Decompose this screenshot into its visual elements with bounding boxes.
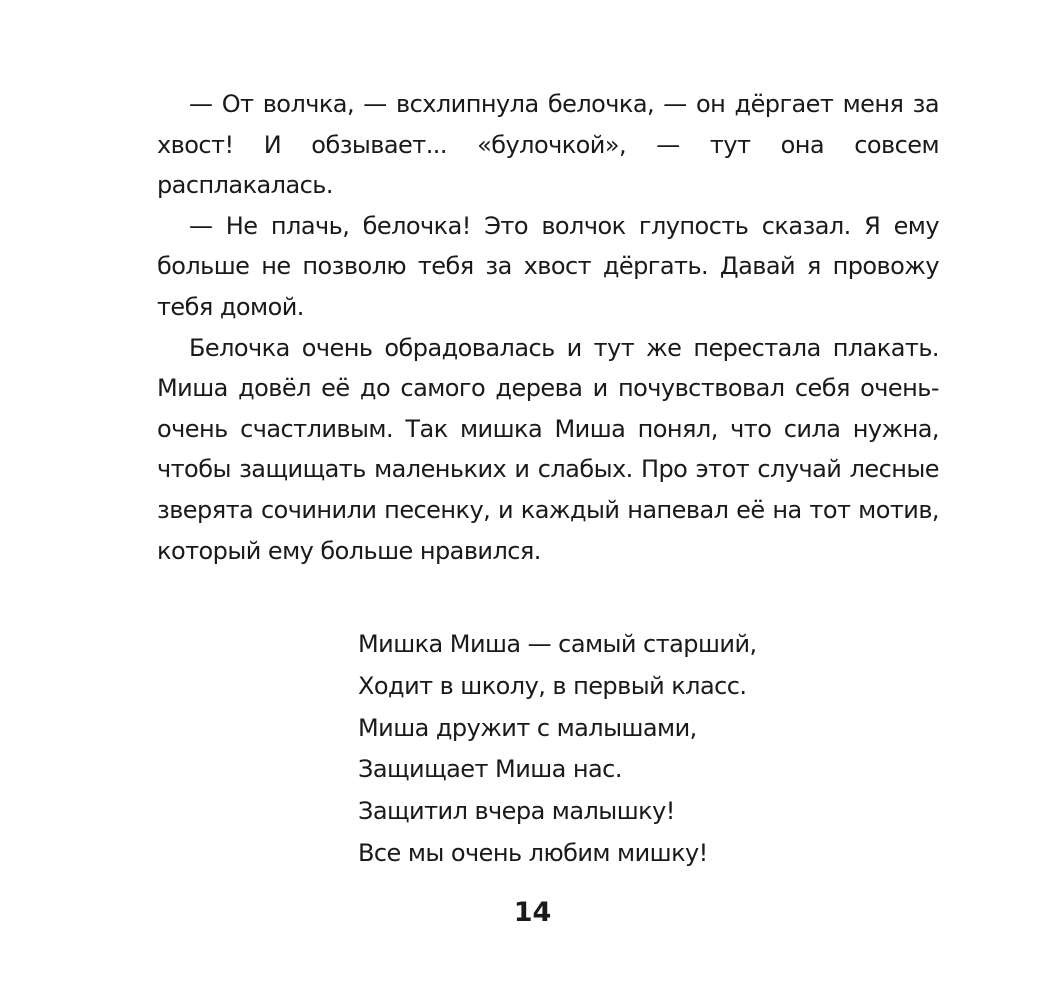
poem xyxy=(358,624,918,875)
poem-line: Защищает Миша нас. xyxy=(358,755,622,784)
paragraph-narration: Белочка очень обрадовалась и тут же перестала плакать. Миша довёл её до самого дерева и почувствовал себя очень-очень счастливым. Так мишка Миша понял, что сила нужна, чтобы защищать маленьких и слабых. Про этот случай лесные зверята сочинили песенку, и каждый напевал её на тот мотив, который ему больше нравился. xyxy=(157,333,939,565)
paragraph-dialogue-squirrel: — От волчка, — всхлипнула белочка, — он дёргает меня за хвост! И обзывает... «булочкой», — тут она совсем расплакалась. xyxy=(157,90,939,200)
paragraph-dialogue-misha: — Не плачь, белочка! Это волчок глупость сказал. Я ему больше не позволю тебя за хвост дёргать. Давай я провожу тебя домой. xyxy=(157,211,939,321)
poem-line: Защитил вчера малышку! xyxy=(358,797,675,826)
poem-line: Миша дружит с малышами, xyxy=(358,713,697,742)
poem-line: Все мы очень любим мишку! xyxy=(358,838,708,867)
page-number: 14 xyxy=(513,897,552,928)
poem-line: Мишка Миша — самый старший, xyxy=(358,630,757,658)
story-text xyxy=(157,84,939,571)
poem-line: Ходит в школу, в первый класс. xyxy=(358,671,747,700)
